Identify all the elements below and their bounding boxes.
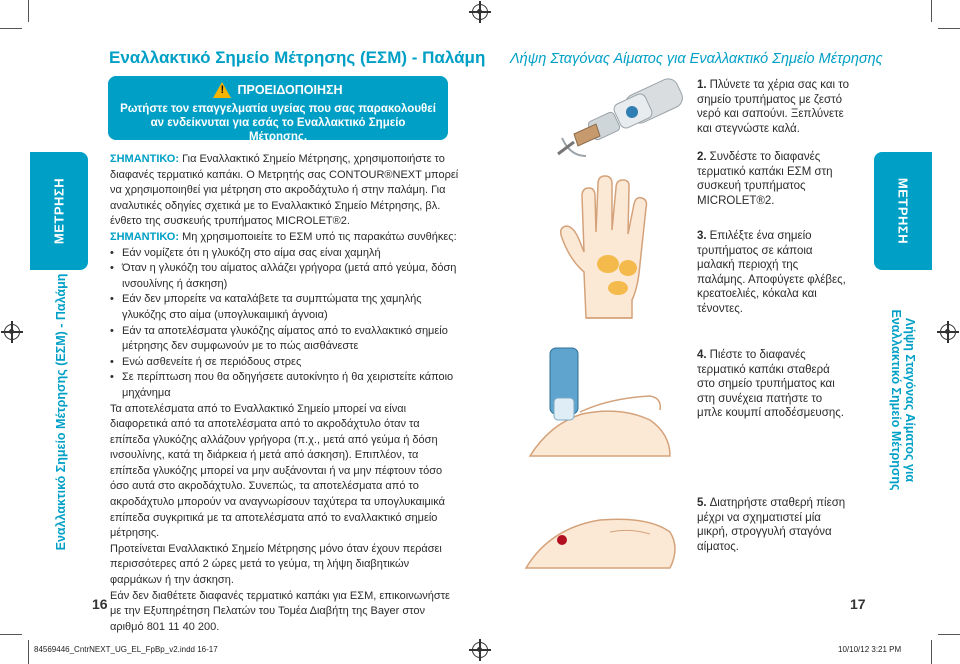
crop-mark: [938, 28, 960, 29]
registration-mark-icon: [472, 4, 488, 20]
important-label: ΣΗΜΑΝΤΙΚΟ:: [110, 230, 180, 243]
step-number: 4.: [697, 349, 707, 361]
crop-mark: [28, 0, 29, 22]
chapter-tab-label: ΜΕΤΡΗΣΗ: [895, 177, 911, 245]
blood-drop-icon: [557, 535, 567, 545]
list-item: • Εάν τα αποτελέσματα γλυκόζης αίματος από το εναλλακτικό σημείο μέτρησης δεν συμφωνούν με το πώς αισθάνεστε: [110, 324, 460, 355]
left-body: [110, 152, 460, 635]
list-item: • Σε περίπτωση που θα οδηγήσετε αυτοκίνητο ή θα χειριστείτε κάποιο μηχάνημα: [110, 370, 460, 401]
step-number: 2.: [697, 151, 707, 163]
page-number-left: 16: [92, 596, 108, 612]
list-item: • Εάν νομίζετε ότι η γλυκόζη στο αίμα σας είναι χαμηλή: [110, 246, 460, 262]
crop-mark: [0, 28, 22, 29]
warning-text: Ρωτήστε τον επαγγελματία υγείας που σας παρακολουθεί αν ενδείκνυται για εσάς το Εναλλακτικό Σημείο Μέτρησης.: [120, 103, 436, 143]
chapter-tab-label: ΜΕΤΡΗΣΗ: [51, 177, 67, 245]
registration-mark-icon: [472, 642, 488, 658]
paragraph: Τα αποτελέσματα από το Εναλλακτικό Σημείο μπορεί να είναι διαφορετικά από τα αποτελέσματα από το ακροδάχτυλο όταν τα επίπεδα γλυκόζης αλλάζουν γρήγορα (π.χ., μετά από γεύμα ή δόση ινσουλίνης, κατά τη διάρκεια ή μετά από άσκηση). Επιπλέον, τα επίπεδα γλυκόζης μπορεί να μην αυξάνονται ή να μην πέφτουν τόσο όσο αυτά στο ακροδάχτυλο. Συνεπώς, τα αποτελέσματα από το ακροδάχτυλο μπορούν να αναγνωρίσουν ταχύτερα τα υπογλυκαιμικά επίπεδα συγκριτικά με τα αποτελέσματα από το εναλλακτικό σημείο μέτρησης.: [110, 402, 445, 540]
important-text: Για Εναλλακτικό Σημείο Μέτρησης, χρησιμοποιήστε το διαφανές τερματικό καπάκι. Ο Μετρητής σας CONTOUR®NEXT μπορεί να χρησιμοποιηθεί για μέτρηση στο ακροδάχτυλο ή στην παλάμη. Για αναλυτικές οδηγίες σχετικά με το Εναλλακτικό Σημείο Μέτρησης, βλ. ένθετο της συσκευής τρυπήματος MICROLET®2.: [110, 153, 459, 228]
warning-triangle-icon: [213, 82, 231, 98]
crop-mark: [931, 0, 932, 22]
important-label: ΣΗΜΑΝΤΙΚΟ:: [110, 153, 180, 165]
paragraph: Εάν δεν διαθέτετε διαφανές τερματικό καπάκι για ΕΣΜ, επικοινωνήστε με την Εξυπηρέτηση Πελατών του Τομέα Διαβήτη της Bayer στον αριθμό 801 11 40 200.: [110, 589, 450, 633]
step-5: [697, 496, 847, 554]
step-4: [697, 348, 847, 421]
step-number: 3.: [697, 230, 707, 242]
registration-mark-icon: [940, 324, 956, 340]
step-2: [697, 150, 857, 208]
section-tab-label: Εναλλακτικό Σημείο Μέτρησης (ΕΣΜ) - Παλάμη: [54, 273, 68, 551]
step-text: Συνδέστε το διαφανές τερματικό καπάκι ΕΣΜ στη συσκευή τρυπήματος MICROLET®2.: [697, 151, 833, 207]
step-number: 5.: [697, 497, 707, 509]
page-title-right: Λήψη Σταγόνας Αίματος για Εναλλακτικό Σημείο Μέτρησης: [510, 51, 883, 67]
step-3: [697, 229, 847, 316]
paragraph: Προτείνεται Εναλλακτικό Σημείο Μέτρησης μόνο όταν έχουν περάσει περισσότερες από 2 ώρες μετά το γεύμα, τη λήψη διαβητικών φαρμάκων ή την άσκηση.: [110, 542, 442, 587]
crop-mark: [0, 634, 22, 635]
lancing-device-illustration: [556, 76, 684, 166]
press-device-illustration: [520, 338, 680, 468]
step-text: Επιλέξτε ένα σημείο τρυπήματος σε κάποια μαλακή περιοχή της παλάμης. Αποφύγετε φλέβες, κρεατοελιές, κόκαλα και τένοντες.: [697, 230, 846, 315]
step-number: 1.: [697, 79, 707, 91]
warning-header: [120, 82, 436, 98]
step-1: [697, 78, 857, 136]
list-item: • Εάν δεν μπορείτε να καταλάβετε τα συμπτώματα της χαμηλής γλυκόζης στο αίμα (υπογλυκαιμική άγνοια): [110, 292, 460, 323]
list-item: • Όταν η γλυκόζη του αίματος αλλάζει γρήγορα (μετά από γεύμα, δόση ινσουλίνης ή άσκηση): [110, 261, 460, 292]
crop-mark: [931, 640, 932, 664]
warning-heading: ΠΡΟΕΙΔΟΠΟΙΗΣΗ: [237, 83, 343, 97]
important-note-1: [110, 152, 460, 230]
page-number-right: 17: [850, 596, 866, 612]
footer-date: 10/10/12 3:21 PM: [838, 645, 902, 654]
step-text: Διατηρήστε σταθερή πίεση μέχρι να σχηματιστεί μία μικρή, στρογγυλή σταγόνα αίματος.: [697, 497, 846, 553]
registration-mark-icon: [4, 324, 20, 340]
step-text: Πιέστε το διαφανές τερματικό καπάκι σταθερά στο σημείο τρυπήματος και στη συνέχεια πατήστε το μπλε κουμπί αποδέσμευσης.: [697, 349, 844, 419]
warning-box: [108, 76, 448, 143]
chapter-tab-left: [30, 152, 88, 270]
page-title-left: Εναλλακτικό Σημείο Μέτρησης (ΕΣΜ) - Παλάμη: [109, 48, 486, 67]
list-item: • Ενώ ασθενείτε ή σε περιόδους στρες: [110, 355, 460, 371]
step-text: Πλύνετε τα χέρια σας και το σημείο τρυπήματος με ζεστό νερό και σαπούνι. Ξεπλύνετε και στεγνώστε καλά.: [697, 79, 849, 135]
crop-mark: [938, 634, 960, 635]
condition-list: [110, 246, 460, 402]
chapter-tab-right: [874, 152, 932, 270]
important-note-2: [110, 230, 460, 246]
palm-illustration: [548, 168, 688, 328]
section-tab-label: Λήψη Σταγόνας Αίματος για Εναλλακτικό Σημείο Μέτρησης: [889, 309, 917, 491]
crop-mark: [28, 640, 29, 664]
blood-drop-illustration: [520, 498, 680, 578]
important-text: Μη χρησιμοποιείτε το ΕΣΜ υπό τις παρακάτω συνθήκες:: [179, 230, 457, 243]
footer-file-info: 84569446_CntrNEXT_UG_EL_FpBp_v2.indd 16-17: [34, 645, 218, 654]
